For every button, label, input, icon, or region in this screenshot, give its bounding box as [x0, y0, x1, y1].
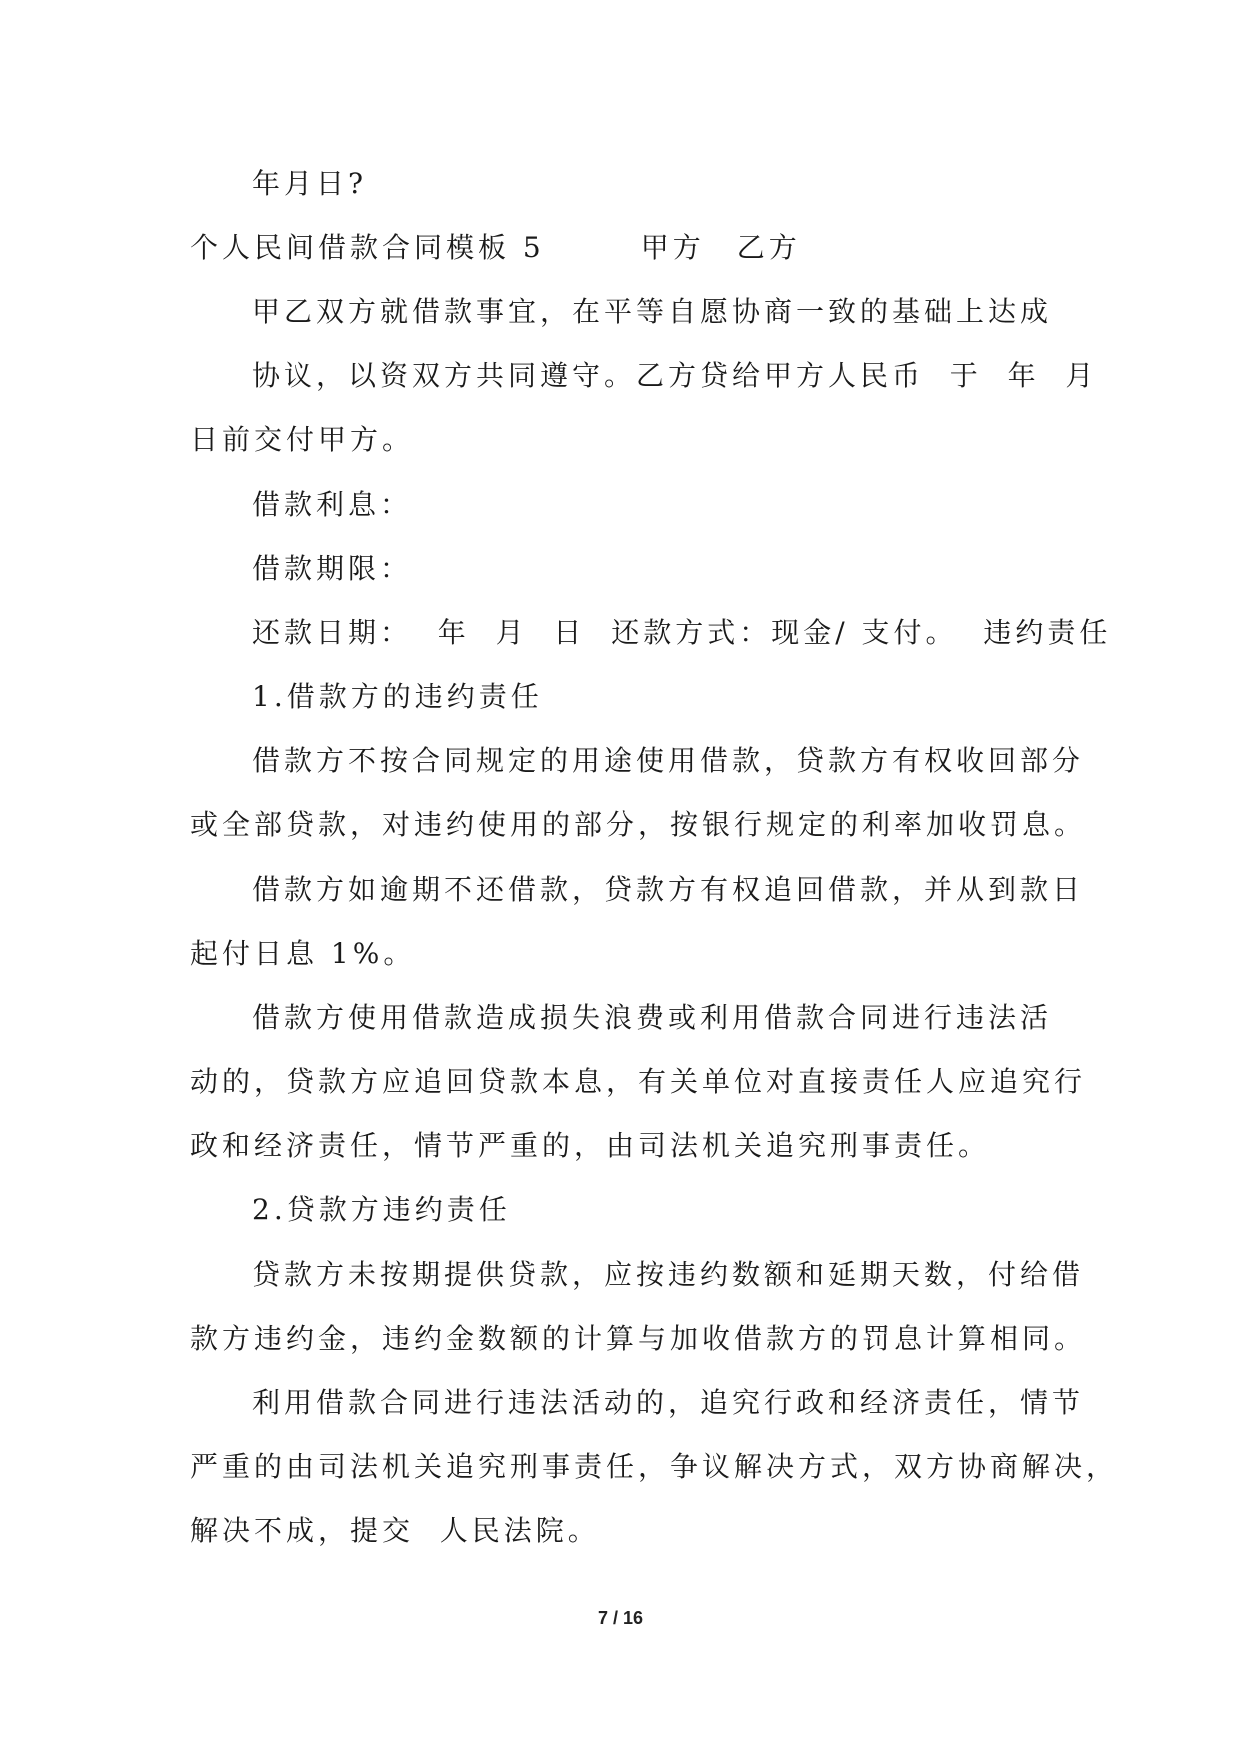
paragraph-line: 借款方不按合同规定的用途使用借款，贷款方有权收回部分	[252, 744, 1085, 777]
paragraph-line: 解决不成，提交 人民法院。	[190, 1514, 600, 1547]
section-heading: 1.借款方的违约责任	[252, 680, 543, 713]
paragraph-line: 利用借款合同进行违法活动的，追究行政和经济责任，情节	[252, 1386, 1085, 1419]
paragraph-line: 借款方使用借款造成损失浪费或利用借款合同进行违法活	[252, 1001, 1053, 1034]
paragraph-line: 协议，以资双方共同遵守。乙方贷给甲方人民币 于 年 月	[252, 359, 1098, 392]
paragraph-line: 日前交付甲方。	[190, 423, 415, 456]
repayment-line: 还款日期： 年 月 日 还款方式：现金/ 支付。 违约责任	[252, 616, 1112, 649]
page-number: 7 / 16	[597, 1608, 644, 1628]
paragraph-line: 甲乙双方就借款事宜，在平等自愿协商一致的基础上达成	[252, 295, 1053, 328]
loan-term-line: 借款期限：	[252, 552, 413, 585]
paragraph-line: 动的，贷款方应追回贷款本息，有关单位对直接责任人应追究行	[190, 1065, 1087, 1098]
paragraph-line: 起付日息 1%。	[190, 937, 416, 970]
paragraph-line: 款方违约金，违约金数额的计算与加收借款方的罚息计算相同。	[190, 1322, 1087, 1355]
paragraph-line: 借款方如逾期不还借款，贷款方有权追回借款，并从到款日	[252, 873, 1085, 906]
date-line: 年月日?	[252, 167, 368, 200]
paragraph-line: 或全部贷款，对违约使用的部分，按银行规定的利率加收罚息。	[190, 808, 1087, 841]
paragraph-line: 政和经济责任，情节严重的，由司法机关追究刑事责任。	[190, 1129, 991, 1162]
paragraph-line: 严重的由司法机关追究刑事责任，争议解决方式，双方协商解决，	[190, 1450, 1119, 1483]
contract-title-line: 个人民间借款合同模板 5 甲方 乙方	[190, 231, 801, 264]
loan-interest-line: 借款利息：	[252, 488, 413, 521]
section-heading: 2.贷款方违约责任	[252, 1193, 511, 1226]
paragraph-line: 贷款方未按期提供贷款，应按违约数额和延期天数，付给借	[252, 1258, 1085, 1291]
